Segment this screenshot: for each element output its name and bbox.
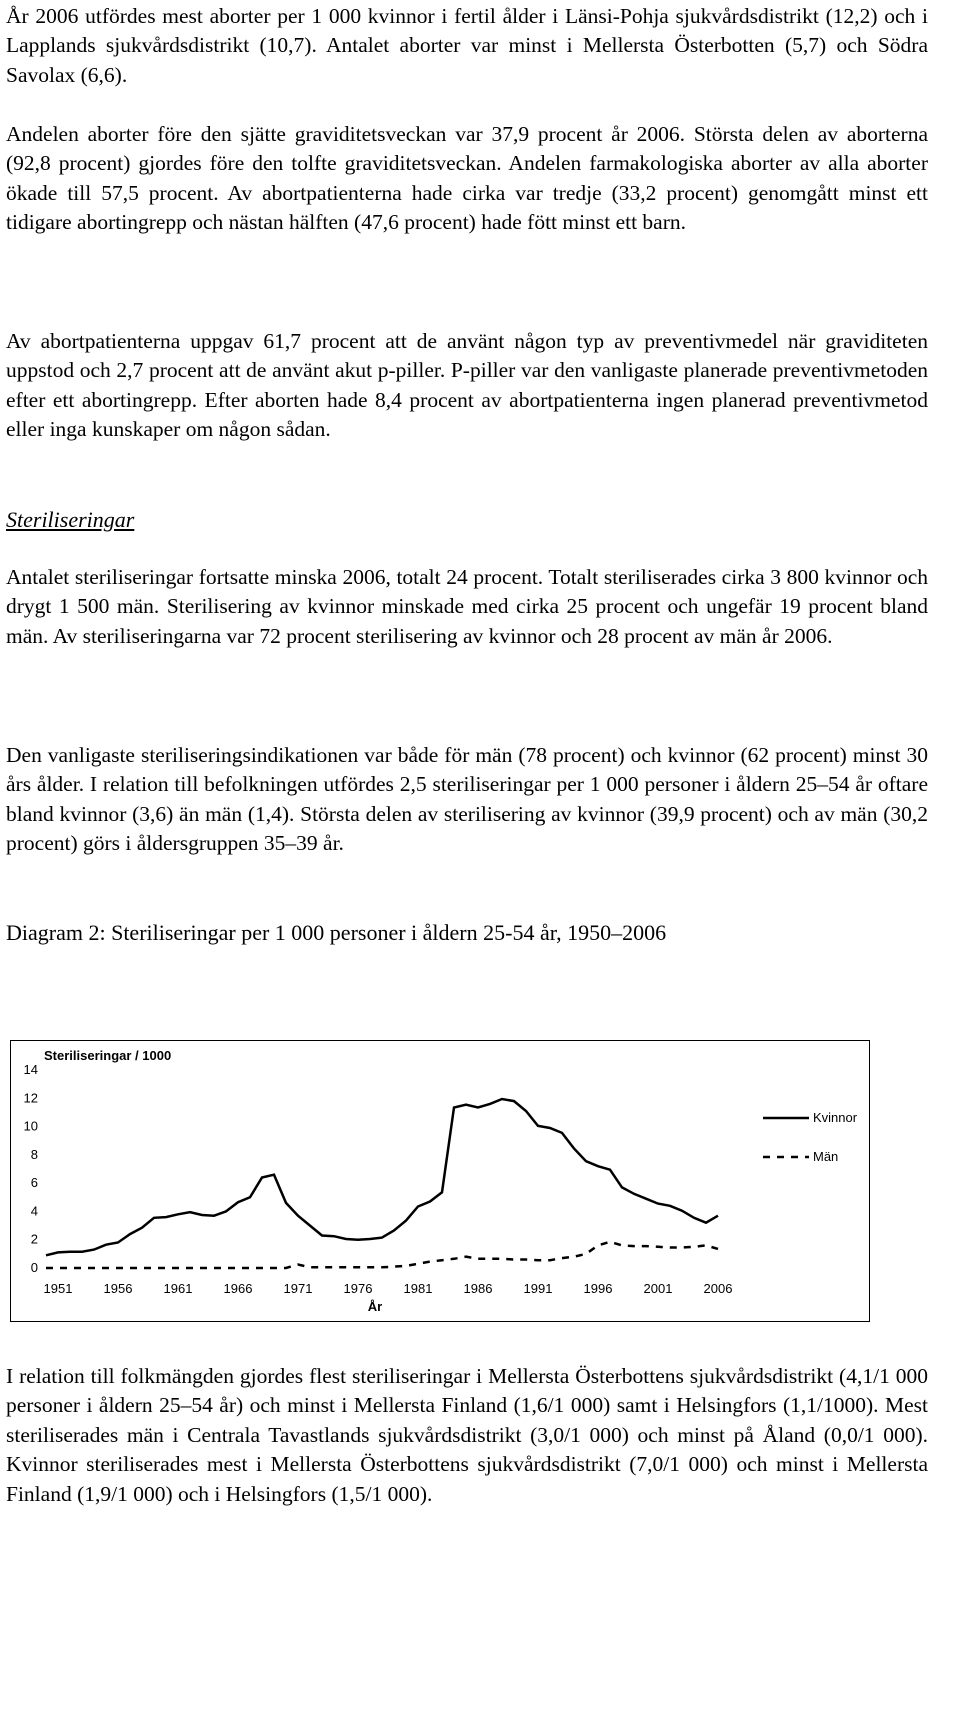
x-tick-label: 1991 (523, 1281, 553, 1296)
chart-ylabel: Steriliseringar / 1000 (44, 1048, 172, 1063)
x-tick-label: 1971 (283, 1281, 313, 1296)
x-tick-label: 1951 (43, 1281, 73, 1296)
y-tick-label: 2 (30, 1231, 38, 1247)
paragraph-abortion-regions: År 2006 utfördes mest aborter per 1 000 kvinnor i fertil ålder i Länsi-Pohja sjukvårdsdistrikt (12,2) och i Lapplands sjukvårdsdistrikt (10,7). Antalet aborter var minst i Mellersta Österbotten (5,7) och Södra Savolax (6,6). (6, 4, 928, 87)
series-line-man (46, 1242, 718, 1268)
paragraph-contraception: Av abortpatienterna uppgav 61,7 procent att de använt någon typ av preventivmedel när graviditeten uppstod och 2,7 procent att de använt akut p-piller. P-piller var den vanligaste planerade preventivmetoden efter ett abortingrepp. Efter aborten hade 8,4 procent av abortpatienterna ingen planerad preventivmetod eller inga kunskaper om någon sådan. (6, 329, 928, 442)
chart-xlabel: År (367, 1299, 383, 1314)
x-tick-label: 2001 (643, 1281, 673, 1296)
x-tick-label: 1986 (463, 1281, 493, 1296)
x-tick-label: 1956 (103, 1281, 133, 1296)
y-tick-label: 4 (30, 1203, 38, 1219)
y-tick-label: 0 (30, 1260, 38, 1275)
x-tick-label: 2006 (703, 1281, 733, 1296)
sterilization-line-chart (10, 1040, 870, 1322)
paragraph-sterilization-count: Antalet steriliseringar fortsatte minska 2006, totalt 24 procent. Totalt steriliserades cirka 3 800 kvinnor och drygt 1 500 män. Sterilisering av kvinnor minskade med cirka 25 procent och ungefär 19 procent bland män. Av steriliseringarna var 72 procent sterilisering av kvinnor och 28 procent av män år 2006. (6, 565, 928, 648)
x-tick-label: 1981 (403, 1281, 433, 1296)
section-heading-steriliseringar: Steriliseringar (6, 507, 135, 532)
y-tick-label: 12 (23, 1090, 38, 1106)
x-tick-label: 1996 (583, 1281, 613, 1296)
legend-label-man: Män (813, 1149, 839, 1164)
legend-label-kvinnor: Kvinnor (813, 1110, 858, 1125)
x-tick-label: 1961 (163, 1281, 193, 1296)
paragraph-regional-sterilization: I relation till folkmängden gjordes flest steriliseringar i Mellersta Österbottens sjukvårdsdistrikt (4,1/1 000 personer i åldern 25–54 år) och minst i Mellersta Finland (1,6/1 000) samt i Helsingfors (1,1/1000). Mest steriliserades män i Centrala Tavastlands sjukvårdsdistrikt (3,0/1 000) och minst på Åland (0,0/1 000). Kvinnor steriliserades mest i Mellersta Österbottens sjukvårdsdistrikt (7,0/1 000) och minst i Mellersta Finland (1,9/1 000) och i Helsingfors (1,5/1 000). (6, 1364, 928, 1506)
series-line-kvinnor (46, 1099, 718, 1255)
x-axis-ticks (44, 1281, 733, 1296)
y-tick-label: 6 (30, 1175, 38, 1191)
chart-caption: Diagram 2: Steriliseringar per 1 000 personer i åldern 25-54 år, 1950–2006 (6, 920, 667, 945)
paragraph-abortion-timing: Andelen aborter före den sjätte graviditetsveckan var 37,9 procent år 2006. Största delen av aborterna (92,8 procent) gjordes före den tolfte graviditetsveckan. Andelen farmakologiska aborter av alla aborter ökade till 57,5 procent. Av abortpatienterna hade cirka var tredje (33,2 procent) genomgått minst ett tidigare abortingrepp och nästan hälften (47,6 procent) hade fött minst ett barn. (6, 122, 928, 235)
y-tick-label: 14 (23, 1062, 38, 1077)
y-tick-label: 8 (30, 1146, 38, 1162)
x-tick-label: 1966 (223, 1281, 253, 1296)
chart-legend (763, 1110, 858, 1164)
x-tick-label: 1976 (343, 1281, 373, 1296)
chart-frame (11, 1041, 870, 1322)
y-tick-label: 10 (23, 1118, 38, 1134)
y-axis-ticks (24, 1062, 38, 1275)
paragraph-sterilization-indication: Den vanligaste steriliseringsindikationen var både för män (78 procent) och kvinnor (62 procent) minst 30 års ålder. I relation till befolkningen utfördes 2,5 steriliseringar per 1 000 personer i åldern 25–54 år oftare bland kvinnor (3,6) än män (1,4). Största delen av sterilisering av kvinnor (39,9 procent) och av män (30,2 procent) görs i åldersgruppen 35–39 år. (6, 743, 928, 856)
